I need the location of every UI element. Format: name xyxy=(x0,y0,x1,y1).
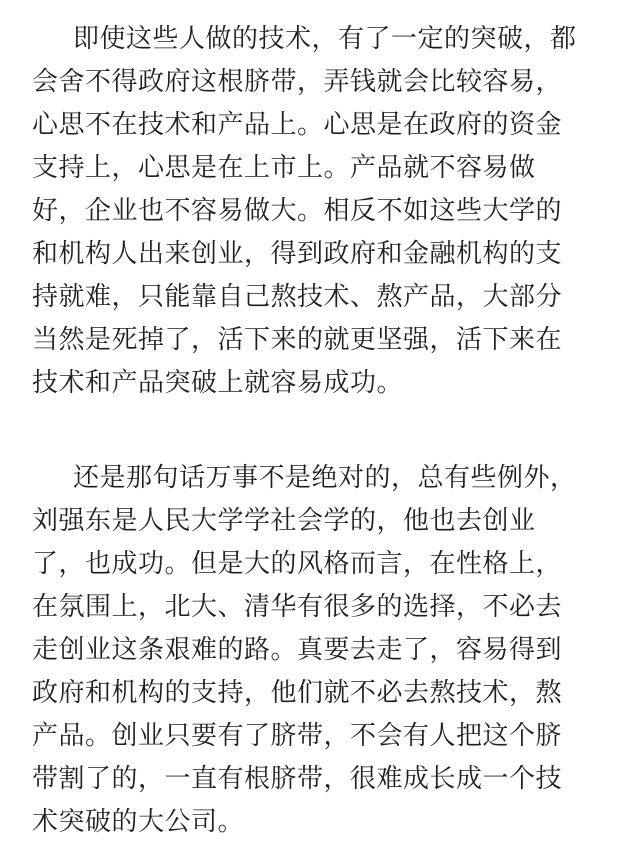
text-line: 技术和产品突破上就容易成功。 xyxy=(32,368,404,398)
text-line: 和机构人出来创业，得到政府和金融机构的支 xyxy=(32,239,563,269)
text-line: 刘强东是人民大学学社会学的，他也去创业 xyxy=(32,506,536,536)
text-line: 还是那句话万事不是绝对的，总有些例外， xyxy=(73,463,577,493)
text-line: 当然是死掉了，活下来的就更坚强，活下来在 xyxy=(32,325,563,355)
paragraph-2 xyxy=(32,457,604,844)
text-line: 持就难，只能靠自己熬技术、熬产品，大部分 xyxy=(32,282,563,312)
text-line: 即使这些人做的技术，有了一定的突破，都 xyxy=(73,24,577,54)
text-line: 产品。创业只要有了脐带，不会有人把这个脐 xyxy=(32,721,563,751)
text-line: 好，企业也不容易做大。相反不如这些大学的 xyxy=(32,196,563,226)
text-line: 在氛围上，北大、清华有很多的选择，不必去 xyxy=(32,592,563,622)
text-line: 政府和机构的支持，他们就不必去熬技术，熬 xyxy=(32,678,563,708)
paragraph-1 xyxy=(32,18,604,405)
text-line: 支持上，心思是在上市上。产品就不容易做 xyxy=(32,153,536,183)
text-line: 走创业这条艰难的路。真要去走了，容易得到 xyxy=(32,635,563,665)
text-line: 会舍不得政府这根脐带，弄钱就会比较容易， xyxy=(32,67,563,97)
text-line: 带割了的，一直有根脐带，很难成长成一个技 xyxy=(32,764,563,794)
text-line: 了，也成功。但是大的风格而言，在性格上， xyxy=(32,549,563,579)
text-line: 心思不在技术和产品上。心思是在政府的资金 xyxy=(32,110,563,140)
text-line: 术突破的大公司。 xyxy=(32,807,245,837)
